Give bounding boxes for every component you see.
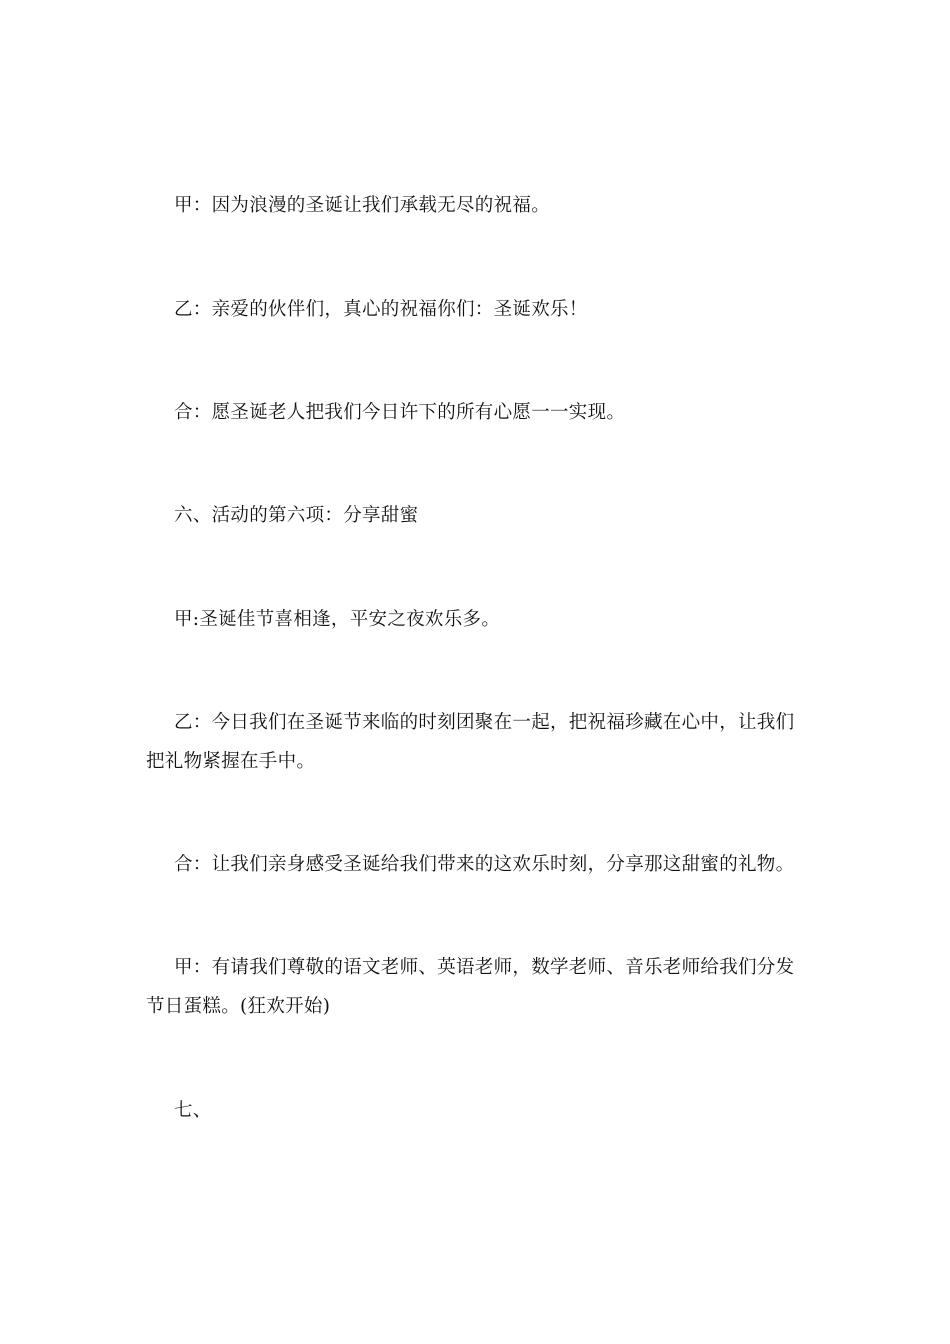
paragraph-yi-greeting: 乙：亲爱的伙伴们，真心的祝福你们：圣诞欢乐！	[174, 299, 588, 320]
paragraph-he-wish: 合：愿圣诞老人把我们今日许下的所有心愿一一实现。	[174, 402, 626, 423]
paragraph-jia-blessing: 甲：因为浪漫的圣诞让我们承载无尽的祝福。	[174, 195, 551, 216]
paragraph-yi-gathering: 乙：今日我们在圣诞节来临的时刻团聚在一起，把祝福珍藏在心中，让我们把礼物紧握在手中。	[146, 712, 795, 772]
paragraph-he-share: 合：让我们亲身感受圣诞给我们带来的这欢乐时刻，分享那这甜蜜的礼物。	[174, 854, 795, 875]
section-heading-six: 六、活动的第六项：分享甜蜜	[174, 505, 419, 526]
paragraph-jia-festival: 甲:圣诞佳节喜相逢，平安之夜欢乐多。	[174, 609, 501, 630]
paragraph-jia-teachers: 甲：有请我们尊敬的语文老师、英语老师，数学老师、音乐老师给我们分发节日蛋糕。(狂欢开始)	[146, 957, 795, 1017]
section-heading-seven: 七、	[174, 1100, 212, 1121]
